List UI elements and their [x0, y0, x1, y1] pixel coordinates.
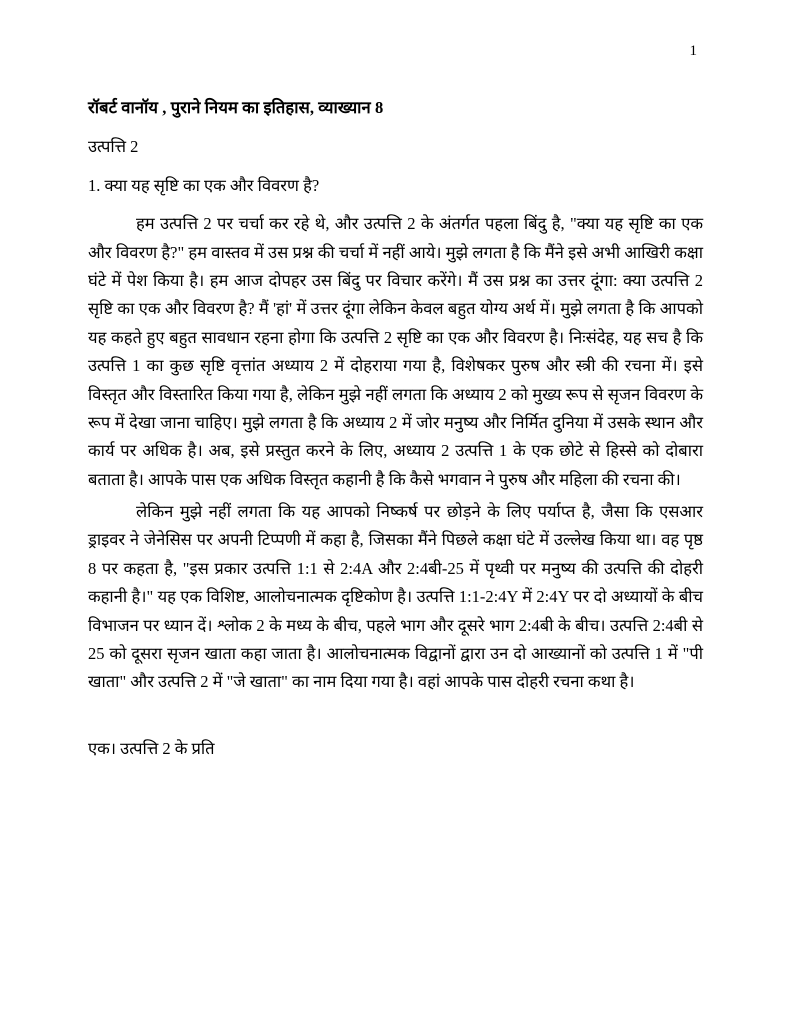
- question-heading: 1. क्या यह सृष्टि का एक और विवरण है?: [88, 175, 320, 195]
- document-body: [88, 96, 703, 761]
- body-paragraph-1: हम उत्पत्ति 2 पर चर्चा कर रहे थे, और उत्पत्ति 2 के अंतर्गत पहला बिंदु है, "क्या यह सृष्टि का एक और विवरण है?" हम वास्तव में उस प्रश्न की चर्चा में नहीं आये। मुझे लगता है कि मैंने इसे अभी आखिरी कक्षा घंटे में पेश किया है। हम आज दोपहर उस बिंदु पर विचार करेंगे। मैं उस प्रश्न का उत्तर दूंगा: क्या उत्पत्ति 2 सृष्टि का एक और विवरण है? मैं 'हां' में उत्तर दूंगा लेकिन केवल बहुत योग्य अर्थ में। मुझे लगता है कि आपको यह कहते हुए बहुत सावधान रहना होगा कि उत्पत्ति 2 सृष्टि का एक और विवरण है। निःसंदेह, यह सच है कि उत्पत्ति 1 का कुछ सृष्टि वृत्तांत अध्याय 2 में दोहराया गया है, विशेषकर पुरुष और स्त्री की रचना में। इसे विस्तृत और विस्तारित किया गया है, लेकिन मुझे नहीं लगता कि अध्याय 2 को मुख्य रूप से सृजन विवरण के रूप में देखा जाना चाहिए। मुझे लगता है कि अध्याय 2 में जोर मनुष्य और निर्मित दुनिया में उसके स्थान और कार्य पर अधिक है। अब, इसे प्रस्तुत करने के लिए, अध्याय 2 उत्पत्ति 1 के एक छोटे से हिस्से को दोबारा बताता है। आपके पास एक अधिक विस्तृत कहानी है कि कैसे भगवान ने पुरुष और महिला की रचना की।: [88, 214, 703, 489]
- section-heading: एक। उत्पत्ति 2 के प्रति: [88, 738, 215, 758]
- body-paragraph-2: लेकिन मुझे नहीं लगता कि यह आपको निष्कर्ष पर छोड़ने के लिए पर्याप्त है, जैसा कि एसआर ड्राइवर ने जेनेसिस पर अपनी टिप्पणी में कहा है, जिसका मैंने पिछले कक्षा घंटे में उल्लेख किया था। वह पृष्ठ 8 पर कहता है, "इस प्रकार उत्पत्ति 1:1 से 2:4A और 2:4बी-25 में पृथ्वी पर मनुष्य की उत्पत्ति की दोहरी कहानी है।" यह एक विशिष्ट, आलोचनात्मक दृष्टिकोण है। उत्पत्ति 1:1-2:4Y में 2:4Y पर दो अध्यायों के बीच विभाजन पर ध्यान दें। श्लोक 2 के मध्य के बीच, पहले भाग और दूसरे भाग 2:4बी के बीच। उत्पत्ति 2:4बी से 25 को दूसरा सृजन खाता कहा जाता है। आलोचनात्मक विद्वानों द्वारा उन दो आख्यानों को उत्पत्ति 1 में "पी खाता" और उत्पत्ति 2 में "जे खाता" का नाम दिया गया है। वहां आपके पास दोहरी रचना कथा है।: [88, 502, 703, 692]
- document-title: रॉबर्ट वानॉय , पुराने नियम का इतिहास, व्याख्यान 8: [88, 98, 384, 117]
- page-number: 1: [689, 43, 697, 59]
- document-subtitle: उत्पत्ति 2: [88, 136, 139, 156]
